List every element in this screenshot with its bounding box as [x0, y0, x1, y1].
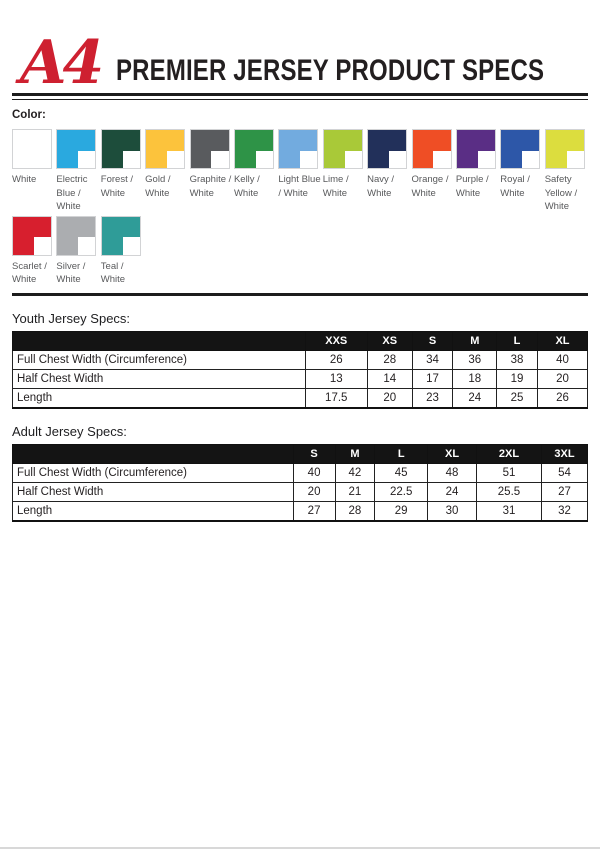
color-swatch-silver-white: [56, 216, 96, 256]
swatch-white-notch: [167, 151, 184, 168]
adult-spec-value: 27: [541, 482, 587, 501]
color-swatch-teal-white: [101, 216, 141, 256]
youth-spec-value: 18: [453, 369, 497, 388]
color-swatch-forest-white: [101, 129, 141, 169]
swatch-white-notch: [78, 151, 95, 168]
adult-spec-value: 21: [335, 482, 375, 501]
adult-spec-row-label: Length: [13, 501, 294, 521]
swatch-white-notch: [389, 151, 406, 168]
page-header: [12, 10, 588, 98]
color-swatch-label: Scarlet / White: [12, 260, 47, 285]
adult-specs-table: [12, 444, 588, 522]
color-swatch-label: Gold / White: [145, 174, 171, 199]
color-swatch-graphite-white: [190, 129, 230, 169]
color-swatch-label: Graphite / White: [189, 174, 232, 199]
adult-spec-value: 27: [293, 501, 335, 521]
color-swatch-label: Forest / White: [100, 174, 133, 199]
color-swatch-kelly-white: [234, 129, 274, 169]
swatch-row-1: [12, 129, 588, 214]
color-swatch-cell-safety-yellow-white: [545, 129, 589, 214]
adult-spec-value: 29: [375, 501, 428, 521]
color-swatch-cell-electric-blue-white: [56, 129, 100, 214]
adult-spec-value: 32: [541, 501, 587, 521]
youth-spec-value: 38: [497, 350, 538, 369]
color-swatch-label: Light Blue / White: [278, 174, 321, 199]
youth-spec-value: 26: [305, 350, 367, 369]
youth-column-header-xl: XL: [537, 331, 587, 350]
color-swatch-cell-kelly-white: [234, 129, 278, 200]
youth-column-header-blank: [13, 331, 306, 350]
color-swatch-label: Silver / White: [56, 260, 86, 285]
youth-spec-value: 13: [305, 369, 367, 388]
adult-section-label: Adult Jersey Specs:: [12, 423, 127, 439]
swatch-white-notch: [256, 151, 273, 168]
color-swatch-label: Royal / White: [500, 174, 530, 199]
youth-spec-row: [13, 350, 588, 369]
adult-spec-value: 42: [335, 463, 375, 482]
youth-table-body: [13, 350, 588, 408]
color-swatch-cell-teal-white: [101, 216, 145, 287]
adult-header-row: [13, 444, 588, 463]
youth-specs-table: [12, 331, 588, 409]
adult-table-head: [13, 444, 588, 463]
youth-spec-value: 14: [367, 369, 412, 388]
color-swatch-cell-scarlet-white: [12, 216, 56, 287]
adult-table-body: [13, 463, 588, 521]
color-swatch-label: Kelly / White: [233, 174, 260, 199]
page-title: PREMIER JERSEY PRODUCT SPECS: [116, 54, 545, 87]
youth-column-header-xs: XS: [367, 331, 412, 350]
adult-spec-row: [13, 463, 588, 482]
color-swatch-cell-graphite-white: [190, 129, 234, 200]
color-swatch-cell-lime-white: [323, 129, 367, 200]
adult-column-header-l: L: [375, 444, 428, 463]
adult-column-header-s: S: [293, 444, 335, 463]
swatch-white-notch: [478, 151, 495, 168]
color-swatch-cell-orange-white: [412, 129, 456, 200]
color-swatch-lime-white: [323, 129, 363, 169]
youth-spec-value: 25: [497, 388, 538, 408]
youth-spec-row: [13, 388, 588, 408]
swatch-white-notch: [123, 151, 140, 168]
adult-column-header-xl: XL: [428, 444, 477, 463]
color-swatch-navy-white: [367, 129, 407, 169]
adult-column-header-2xl: 2XL: [477, 444, 542, 463]
adult-column-header-blank: [13, 444, 294, 463]
color-swatch-gold-white: [145, 129, 185, 169]
color-swatch-cell-purple-white: [456, 129, 500, 200]
color-swatch-label: Teal / White: [100, 260, 126, 285]
swatch-white-notch: [211, 151, 228, 168]
color-swatch-label: Orange / White: [411, 174, 449, 199]
color-swatch-safety-yellow-white: [545, 129, 585, 169]
youth-header-row: [13, 331, 588, 350]
color-swatch-scarlet-white: [12, 216, 52, 256]
color-swatch-royal-white: [500, 129, 540, 169]
color-swatch-light-blue-white: [278, 129, 318, 169]
youth-column-header-m: M: [453, 331, 497, 350]
youth-spec-row-label: Half Chest Width: [13, 369, 306, 388]
swatch-white-notch: [34, 237, 51, 254]
color-swatch-label: Lime / White: [322, 174, 349, 199]
adult-spec-row-label: Full Chest Width (Circumference): [13, 463, 294, 482]
adult-column-header-m: M: [335, 444, 375, 463]
youth-spec-value: 17.5: [305, 388, 367, 408]
swatch-white-notch: [78, 237, 95, 254]
section-divider-rule: [12, 293, 588, 296]
color-swatch-orange-white: [412, 129, 452, 169]
a4-logo: A4: [20, 27, 101, 98]
youth-table-head: [13, 331, 588, 350]
youth-spec-row-label: Full Chest Width (Circumference): [13, 350, 306, 369]
youth-spec-value: 28: [367, 350, 412, 369]
color-swatch-electric-blue-white: [56, 129, 96, 169]
swatch-white-notch: [345, 151, 362, 168]
youth-column-header-xxs: XXS: [305, 331, 367, 350]
adult-spec-value: 40: [293, 463, 335, 482]
youth-spec-row-label: Length: [13, 388, 306, 408]
color-swatch-label: Purple / White: [455, 174, 489, 199]
color-swatch-cell-gold-white: [145, 129, 189, 200]
adult-spec-value: 54: [541, 463, 587, 482]
adult-spec-value: 45: [375, 463, 428, 482]
adult-spec-row: [13, 501, 588, 521]
youth-spec-value: 34: [412, 350, 453, 369]
color-swatch-cell-light-blue-white: [278, 129, 322, 200]
color-swatch-cell-silver-white: [56, 216, 100, 287]
youth-column-header-l: L: [497, 331, 538, 350]
color-swatch-cell-forest-white: [101, 129, 145, 200]
adult-spec-value: 20: [293, 482, 335, 501]
adult-spec-value: 48: [428, 463, 477, 482]
youth-spec-value: 20: [537, 369, 587, 388]
youth-column-header-s: S: [412, 331, 453, 350]
swatch-white-notch: [522, 151, 539, 168]
youth-spec-value: 36: [453, 350, 497, 369]
color-section-label: Color:: [12, 109, 46, 121]
youth-spec-value: 23: [412, 388, 453, 408]
adult-spec-value: 28: [335, 501, 375, 521]
swatch-white-notch: [123, 237, 140, 254]
swatch-row-2: [12, 216, 588, 287]
color-swatch-cell-navy-white: [367, 129, 411, 200]
swatch-white-notch: [433, 151, 450, 168]
youth-spec-value: 24: [453, 388, 497, 408]
youth-spec-value: 19: [497, 369, 538, 388]
youth-spec-value: 20: [367, 388, 412, 408]
youth-spec-row: [13, 369, 588, 388]
youth-spec-value: 40: [537, 350, 587, 369]
adult-spec-row-label: Half Chest Width: [13, 482, 294, 501]
adult-column-header-3xl: 3XL: [541, 444, 587, 463]
color-swatch-white: [12, 129, 52, 169]
color-swatch-label: Navy / White: [367, 174, 395, 199]
color-swatch-cell-white: [12, 129, 56, 187]
color-swatch-label: Electric Blue / White: [56, 174, 88, 212]
adult-spec-value: 31: [477, 501, 542, 521]
color-swatch-purple-white: [456, 129, 496, 169]
adult-spec-value: 24: [428, 482, 477, 501]
youth-spec-value: 17: [412, 369, 453, 388]
adult-spec-row: [13, 482, 588, 501]
color-swatch-label: White: [12, 174, 37, 185]
color-swatch-label: Safety Yellow / White: [544, 174, 578, 212]
youth-spec-value: 26: [537, 388, 587, 408]
youth-section-label: Youth Jersey Specs:: [12, 310, 131, 326]
swatch-white-notch: [300, 151, 317, 168]
adult-spec-value: 22.5: [375, 482, 428, 501]
swatch-white-notch: [567, 151, 584, 168]
color-swatch-cell-royal-white: [500, 129, 544, 200]
adult-spec-value: 25.5: [477, 482, 542, 501]
adult-spec-value: 30: [428, 501, 477, 521]
adult-spec-value: 51: [477, 463, 542, 482]
